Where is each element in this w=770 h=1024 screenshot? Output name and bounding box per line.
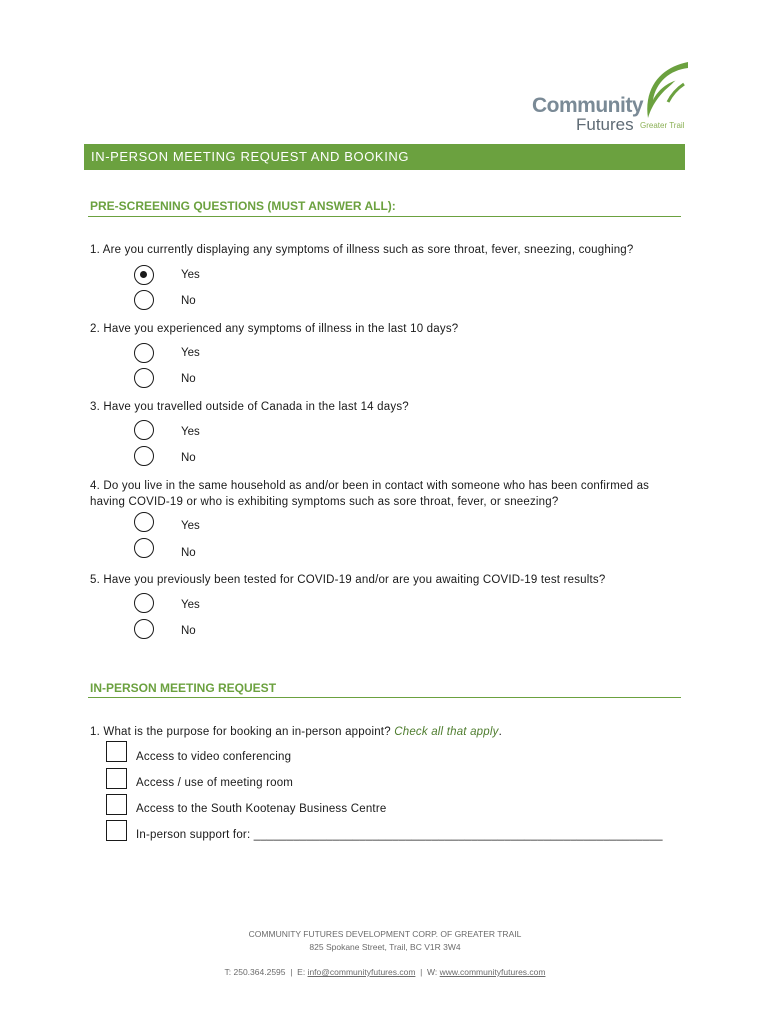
option-business-centre-checkbox[interactable] xyxy=(106,794,127,815)
option-business-centre-label: Access to the South Kootenay Business Centre xyxy=(136,803,387,815)
q5-yes-radio[interactable] xyxy=(134,593,154,613)
question-5: 5. Have you previously been tested for COVID-19 and/or are you awaiting COVID-19 test results? xyxy=(90,574,606,586)
footer-org-name: COMMUNITY FUTURES DEVELOPMENT CORP. OF GREATER TRAIL xyxy=(248,929,522,939)
q4-yes-radio[interactable] xyxy=(134,512,154,532)
q5-no-radio[interactable] xyxy=(134,619,154,639)
q3-yes-label: Yes xyxy=(181,426,200,438)
q1-no-radio[interactable] xyxy=(134,290,154,310)
q2-yes-label: Yes xyxy=(181,347,200,359)
q4-yes-label: Yes xyxy=(181,520,200,532)
q1-yes-label: Yes xyxy=(181,269,200,281)
meeting-request-heading: IN-PERSON MEETING REQUEST xyxy=(90,681,277,695)
meeting-request-divider xyxy=(88,697,681,698)
option-in-person-support-label: In-person support for: ______________________________________________________________ xyxy=(136,829,663,841)
option-video-conferencing-checkbox[interactable] xyxy=(106,741,127,762)
logo-text-community: Community xyxy=(532,94,643,117)
footer-address: 825 Spokane Street, Trail, BC V1R 3W4 xyxy=(309,942,461,952)
meeting-question-period: . xyxy=(498,726,502,738)
q4-no-radio[interactable] xyxy=(134,538,154,558)
footer-email-link[interactable]: info@communityfutures.com xyxy=(307,967,416,977)
q2-yes-radio[interactable] xyxy=(134,343,154,363)
form-title-bar: IN-PERSON MEETING REQUEST AND BOOKING xyxy=(84,144,685,170)
q1-yes-radio[interactable] xyxy=(134,265,154,285)
logo-text-greater-trail: Greater Trail xyxy=(640,121,685,130)
leaf-icon xyxy=(638,60,690,120)
logo-text-futures: Futures xyxy=(576,115,634,134)
community-futures-logo xyxy=(528,60,688,134)
option-in-person-support-checkbox[interactable] xyxy=(106,820,127,841)
q2-no-radio[interactable] xyxy=(134,368,154,388)
footer-phone: T: 250.364.2595 xyxy=(224,967,286,977)
prescreening-divider xyxy=(88,216,681,217)
q5-yes-label: Yes xyxy=(181,599,200,611)
question-1: 1. Are you currently displaying any symptoms of illness such as sore throat, fever, sneezing, coughing? xyxy=(90,244,634,256)
footer-sep-web: | W: xyxy=(415,967,440,977)
option-meeting-room-label: Access / use of meeting room xyxy=(136,777,294,789)
check-all-hint: Check all that apply xyxy=(394,726,499,738)
question-3: 3. Have you travelled outside of Canada in the last 14 days? xyxy=(90,401,409,413)
footer-contact xyxy=(0,967,770,977)
meeting-question-text: 1. What is the purpose for booking an in-person appoint? xyxy=(90,726,391,738)
prescreening-heading: PRE-SCREENING QUESTIONS (MUST ANSWER ALL): xyxy=(90,199,396,213)
q4-no-label: No xyxy=(181,547,196,559)
option-meeting-room-checkbox[interactable] xyxy=(106,768,127,789)
q3-no-radio[interactable] xyxy=(134,446,154,466)
q5-no-label: No xyxy=(181,625,196,637)
q3-yes-radio[interactable] xyxy=(134,420,154,440)
footer-website-link[interactable]: www.communityfutures.com xyxy=(439,967,546,977)
footer-sep-email: | E: xyxy=(285,967,308,977)
q1-no-label: No xyxy=(181,295,196,307)
q3-no-label: No xyxy=(181,452,196,464)
option-video-conferencing-label: Access to video conferencing xyxy=(136,751,292,763)
q2-no-label: No xyxy=(181,373,196,385)
meeting-question-1 xyxy=(90,724,680,740)
question-2: 2. Have you experienced any symptoms of illness in the last 10 days? xyxy=(90,323,459,335)
question-4: 4. Do you live in the same household as and/or been in contact with someone who has been confirmed as having COVID-19 or who is exhibiting symptoms such as sore throat, fever, or sneezing? xyxy=(90,480,650,508)
